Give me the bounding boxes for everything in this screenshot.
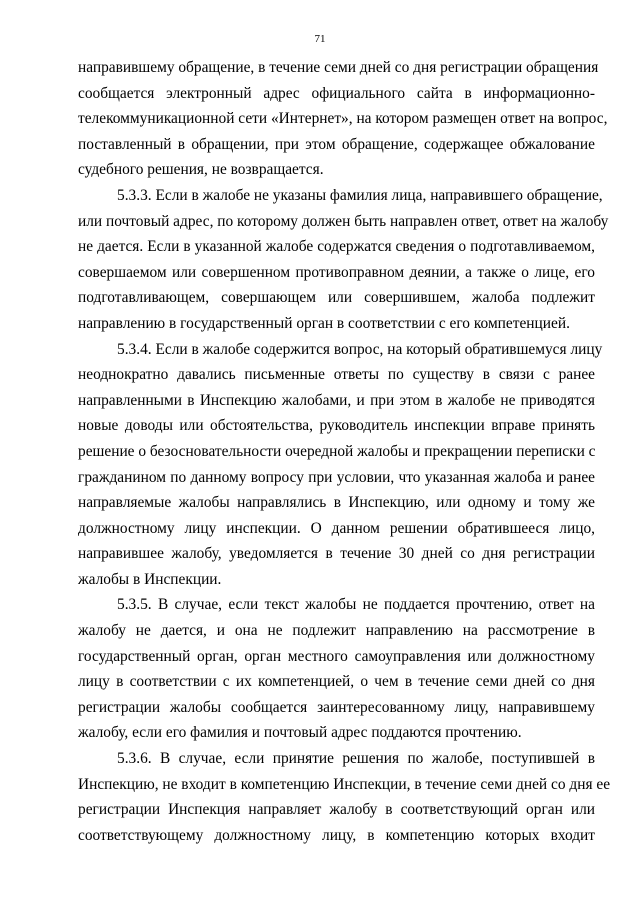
- text-line: направившему обращение, в течение семи дней со дня регистрации обращения: [78, 59, 599, 76]
- paragraph-first-line: 5.3.3. Если в жалобе не указаны фамилия лица, направившего обращение,: [117, 186, 603, 204]
- text-line: сообщается электронный адрес официального сайта в информационно-: [78, 84, 595, 102]
- paragraph-first-line: 5.3.5. В случае, если текст жалобы не поддается прочтению, ответ на: [117, 596, 595, 614]
- text-line: лицу в соответствии с их компетенцией, о чем в течение семи дней со дня: [78, 673, 595, 691]
- text-line: совершаемом или совершенном противоправном деянии, а также о лице, его: [78, 263, 595, 281]
- text-line: соответствующему должностному лицу, в компетенцию которых входит: [78, 826, 595, 844]
- text-line: поставленный в обращении, при этом обращение, содержащее обжалование: [78, 135, 595, 153]
- text-line: гражданином по данному вопросу при условии, что указанная жалоба и ранее: [78, 468, 595, 486]
- text-line: направившее жалобу, уведомляется в течение 30 дней со дня регистрации: [78, 545, 595, 563]
- paragraph-first-line: 5.3.6. В случае, если принятие решения по жалобе, поступившей в: [117, 750, 595, 768]
- text-line: неоднократно давались письменные ответы по существу в связи с ранее: [78, 366, 595, 384]
- text-line: регистрации жалобы сообщается заинтересованному лицу, направившему: [78, 698, 595, 716]
- text-line: Инспекцию, не входит в компетенцию Инспекции, в течение семи дней со дня ее: [78, 775, 611, 793]
- text-line: жалобы в Инспекции.: [78, 570, 222, 588]
- text-line: регистрации Инспекция направляет жалобу в соответствующий орган или: [78, 801, 595, 819]
- text-line: подготавливающем, совершающем или совершившем, жалоба подлежит: [78, 289, 595, 307]
- text-line: не дается. Если в указанной жалобе содержатся сведения о подготавливаемом,: [78, 238, 595, 256]
- text-line: направлению в государственный орган в соответствии с его компетенцией.: [78, 314, 570, 332]
- document-body: [78, 55, 611, 848]
- text-line: решение о безосновательности очередной жалобы и прекращении переписки с: [78, 442, 596, 460]
- page-number: 71: [314, 33, 326, 45]
- text-line: направляемые жалобы направлялись в Инспекцию, или одному и тому же: [78, 494, 595, 512]
- paragraph-first-line: 5.3.4. Если в жалобе содержится вопрос, на который обратившемуся лицу: [117, 340, 603, 358]
- text-line: направленными в Инспекцию жалобами, и при этом в жалобе не приводятся: [78, 391, 595, 409]
- text-line: жалобу не дается, и она не подлежит направлению на рассмотрение в: [78, 622, 595, 640]
- text-line: жалобу, если его фамилия и почтовый адрес поддаются прочтению.: [78, 724, 522, 742]
- text-line: телекоммуникационной сети «Интернет», на котором размещен ответ на вопрос,: [78, 110, 608, 128]
- text-line: государственный орган, орган местного самоуправления или должностному: [78, 647, 595, 665]
- text-line: судебного решения, не возвращается.: [78, 161, 324, 179]
- text-line: или почтовый адрес, по которому должен быть направлен ответ, ответ на жалобу: [78, 212, 609, 230]
- text-line: новые доводы или обстоятельства, руководитель инспекции вправе принять: [78, 417, 595, 435]
- text-line: должностному лицу инспекции. О данном решении обратившееся лицо,: [78, 519, 595, 537]
